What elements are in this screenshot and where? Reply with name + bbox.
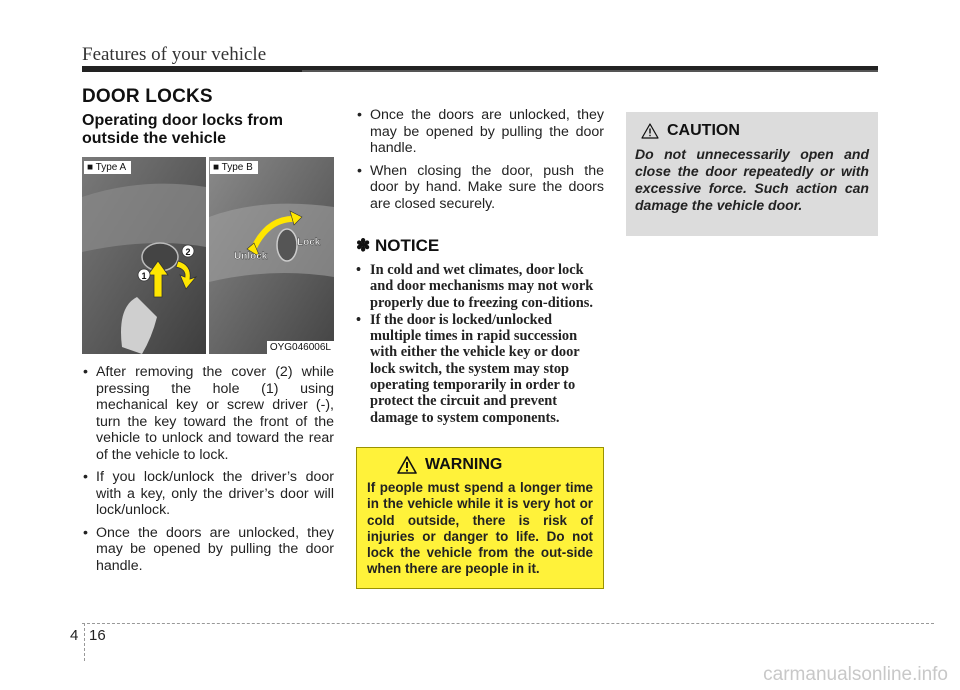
footer-divider [84,623,85,661]
list-item: • When closing the door, push the door by hand. Make sure the doors are closed securely. [356,163,604,213]
left-column-text [82,364,334,580]
callout-1: 1 [141,271,147,281]
caution-title: CAUTION [667,122,740,139]
page-number: 16 [89,627,106,644]
notice-title: ✽ NOTICE [356,236,440,255]
list-item: • After removing the cover (2) while pressing the hole (1) using mechanical key or screw driver (-), turn the key toward the front of the vehicle to unlock and toward the rear of the vehicle to lock. [82,364,334,463]
list-item: • Once the doors are unlocked, they may be opened by pulling the door handle. [356,107,604,157]
key-cylinder-b [277,229,297,261]
callout-2: 2 [185,247,191,257]
caution-text: Do not unnecessarily open and close the door repeatedly or with excessive force. Such action can damage the vehicle door. [635,146,869,213]
type-b-label: ■ Type B [210,161,258,174]
watermark: carmanualsonline.info [763,664,948,685]
notice-list [356,262,604,427]
warning-box [356,447,604,589]
warning-title: WARNING [425,456,503,473]
caution-box [626,112,878,236]
list-item: • Once the doors are unlocked, they may be opened by pulling the door handle. [82,525,334,575]
subheading: Operating door locks from outside the vehicle [82,112,283,147]
figure-code: OYG046006L [267,341,334,354]
panel-divider [206,157,209,354]
warning-icon [397,456,417,474]
section-title: DOOR LOCKS [82,86,213,107]
notice-item: • In cold and wet climates, door lock and door mechanisms may not work properly due to freezing con-ditions. [356,262,604,311]
header-rule [82,66,878,72]
list-item: • If you lock/unlock the driver’s door with a key, only the driver’s door will lock/unlock. [82,469,334,519]
notice-item: • If the door is locked/unlocked multiple times in rapid succession with either the vehicle key or door lock switch, the system may stop operating temporarily in order to protect the circuit and prevent damage to system components. [356,312,604,426]
footer-rule [82,623,934,624]
unlock-label: Unlock [234,251,268,262]
door-lock-illustration [82,157,334,354]
middle-column-text [356,107,604,218]
running-header: Features of your vehicle [82,44,267,65]
warning-text: If people must spend a longer time in the vehicle while it is very hot or cold outside, there is risk of injuries or danger to life. Do not lock the vehicle from the out-side when there are people in it. [367,480,593,577]
caution-icon [641,123,659,139]
lock-label: Lock [297,237,321,248]
chapter-number: 4 [70,627,79,644]
type-a-label: ■ Type A [84,161,131,174]
door-lock-figure [82,157,334,354]
door-handle-shape [82,184,206,252]
